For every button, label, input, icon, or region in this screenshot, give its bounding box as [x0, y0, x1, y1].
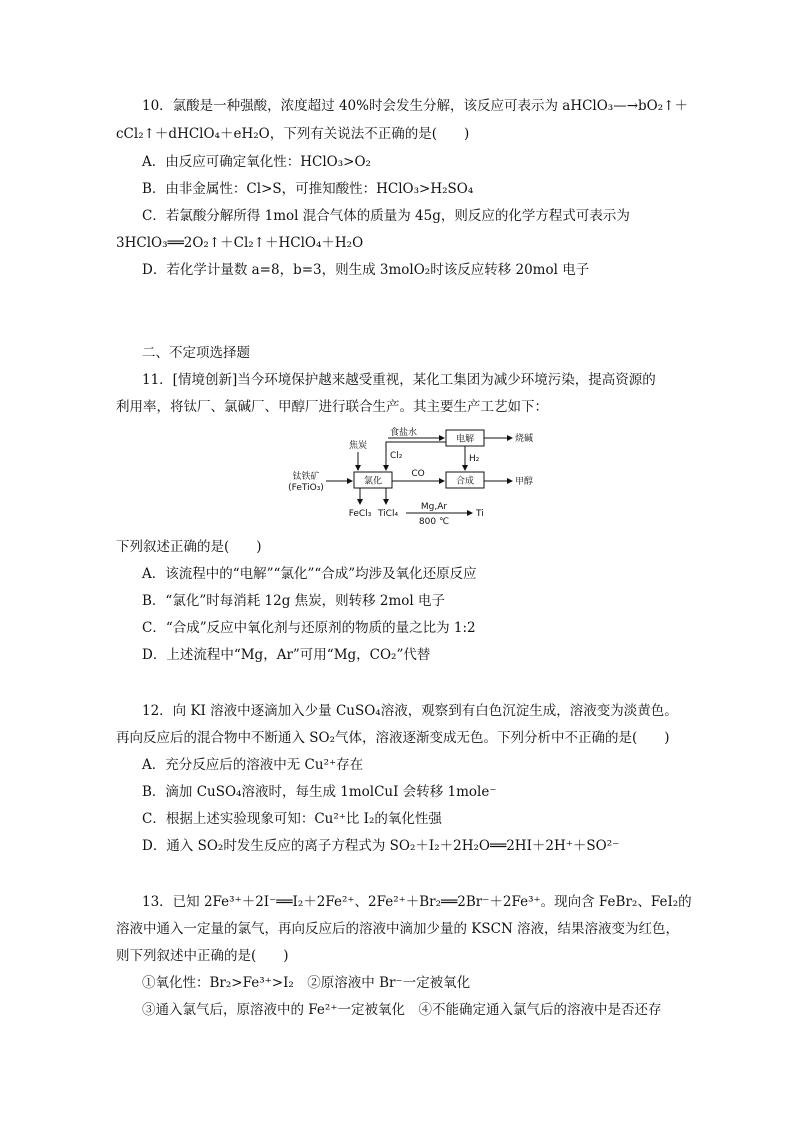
ore-formula: (FeTiO₃)	[288, 483, 324, 493]
q12-stem-line-2: 再向反应后的混合物中不断通入 SO₂气体，溶液逐渐变成无色。下列分析中不正确的是( )	[116, 730, 670, 746]
reduction-conditions: Mg,Ar	[420, 502, 448, 512]
cl2-label: Cl₂	[390, 451, 403, 461]
q10-option-c-line-2: 3HClO₃══2O₂↑＋Cl₂↑＋HClO₄＋H₂O	[116, 235, 364, 251]
coke-label: 焦炭	[348, 441, 368, 451]
q10-option-c-line-1: C．若氯酸分解所得 1mol 混合气体的质量为 45g，则反应的化学方程式可表示为	[142, 208, 630, 224]
q11-stem-line-2: 利用率，将钛厂、氯碱厂、甲醇厂进行联合生产。其主要生产工艺如下：	[116, 399, 548, 415]
caustic-label: 烧碱	[515, 434, 534, 444]
q11-option-a: A．该流程中的“电解”“氯化”“合成”均涉及氧化还原反应	[142, 566, 477, 582]
q11-option-b: B．“氯化”时每消耗 12g 焦炭，则转移 2mol 电子	[142, 593, 446, 609]
q13-stem-line-2: 溶液中通入一定量的氯气，再向反应后的溶液中滴加少量的 KSCN 溶液，结果溶液变为红色，	[116, 921, 680, 937]
process-flow-diagram	[276, 424, 576, 528]
q12-stem-line-1: 12．向 KI 溶液中逐滴加入少量 CuSO₄溶液，观察到有白色沉淀生成，溶液变为淡黄色。	[142, 703, 678, 719]
co-label: CO	[411, 469, 425, 479]
q13-stem-line-1: 13．已知 2Fe³⁺＋2I⁻══I₂＋2Fe²⁺、2Fe²⁺＋Br₂══2Br⁻＋2Fe³⁺。现向含 FeBr₂、FeI₂的	[142, 894, 692, 910]
electrolysis-label: 电解	[455, 434, 475, 445]
ti-label: Ti	[476, 509, 484, 519]
q12-option-c: C．根据上述实验现象可知：Cu²⁺比 I₂的氧化性强	[142, 811, 442, 827]
q10-option-a: A．由反应可确定氧化性：HClO₃>O₂	[142, 154, 371, 170]
q11-stem-line-1: 11．[情境创新]当今环境保护越来越受重视，某化工集团为减少环境污染，提高资源的	[142, 372, 656, 388]
chlorination-label: 氯化	[363, 476, 383, 487]
q12-option-d: D．通入 SO₂时发生反应的离子方程式为 SO₂＋I₂＋2H₂O══2HI＋2H⁺＋SO²⁻	[142, 838, 620, 854]
synthesis-label: 合成	[455, 476, 475, 487]
ore-label: 钛铁矿	[292, 472, 320, 482]
h2-label: H₂	[469, 454, 480, 464]
q10-stem-line-1: 10．氯酸是一种强酸，浓度超过 40%时会发生分解，该反应可表示为 aHClO₃—→bO₂↑＋	[142, 98, 688, 114]
ticl4-label: TiCl₄	[377, 509, 399, 519]
section-heading: 二、不定项选择题	[142, 345, 250, 361]
q10-option-d: D．若化学计量数 a=8，b=3，则生成 3molO₂时该反应转移 20mol 电子	[142, 262, 590, 278]
q10-option-b: B．由非金属性：Cl>S，可推知酸性：HClO₃>H₂SO₄	[142, 181, 474, 197]
temperature-label: 800 ℃	[418, 517, 450, 527]
q11-option-d: D．上述流程中“Mg，Ar”可用“Mg，CO₂”代替	[142, 647, 431, 663]
q13-stem-line-3: 则下列叙述中正确的是( )	[116, 948, 289, 964]
methanol-label: 甲醇	[515, 477, 534, 487]
q12-option-b: B．滴加 CuSO₄溶液时，每生成 1molCuI 会转移 1mole⁻	[142, 784, 497, 800]
q13-statements-line-2: ③通入氯气后，原溶液中的 Fe²⁺一定被氧化 ④不能确定通入氯气后的溶液中是否还存	[142, 1002, 662, 1018]
fecl3-label: FeCl₃	[348, 509, 372, 519]
q10-stem-line-2: cCl₂↑＋dHClO₄＋eH₂O，下列有关说法不正确的是( )	[116, 126, 470, 142]
q12-option-a: A．充分反应后的溶液中无 Cu²⁺存在	[142, 757, 364, 773]
q11-question: 下列叙述正确的是( )	[116, 539, 262, 555]
q11-option-c: C．“合成”反应中氧化剂与还原剂的物质的量之比为 1:2	[142, 620, 476, 636]
brine-label: 食盐水	[390, 428, 418, 438]
q13-statements-line-1: ①氧化性：Br₂>Fe³⁺>I₂ ②原溶液中 Br⁻一定被氧化	[142, 975, 471, 991]
